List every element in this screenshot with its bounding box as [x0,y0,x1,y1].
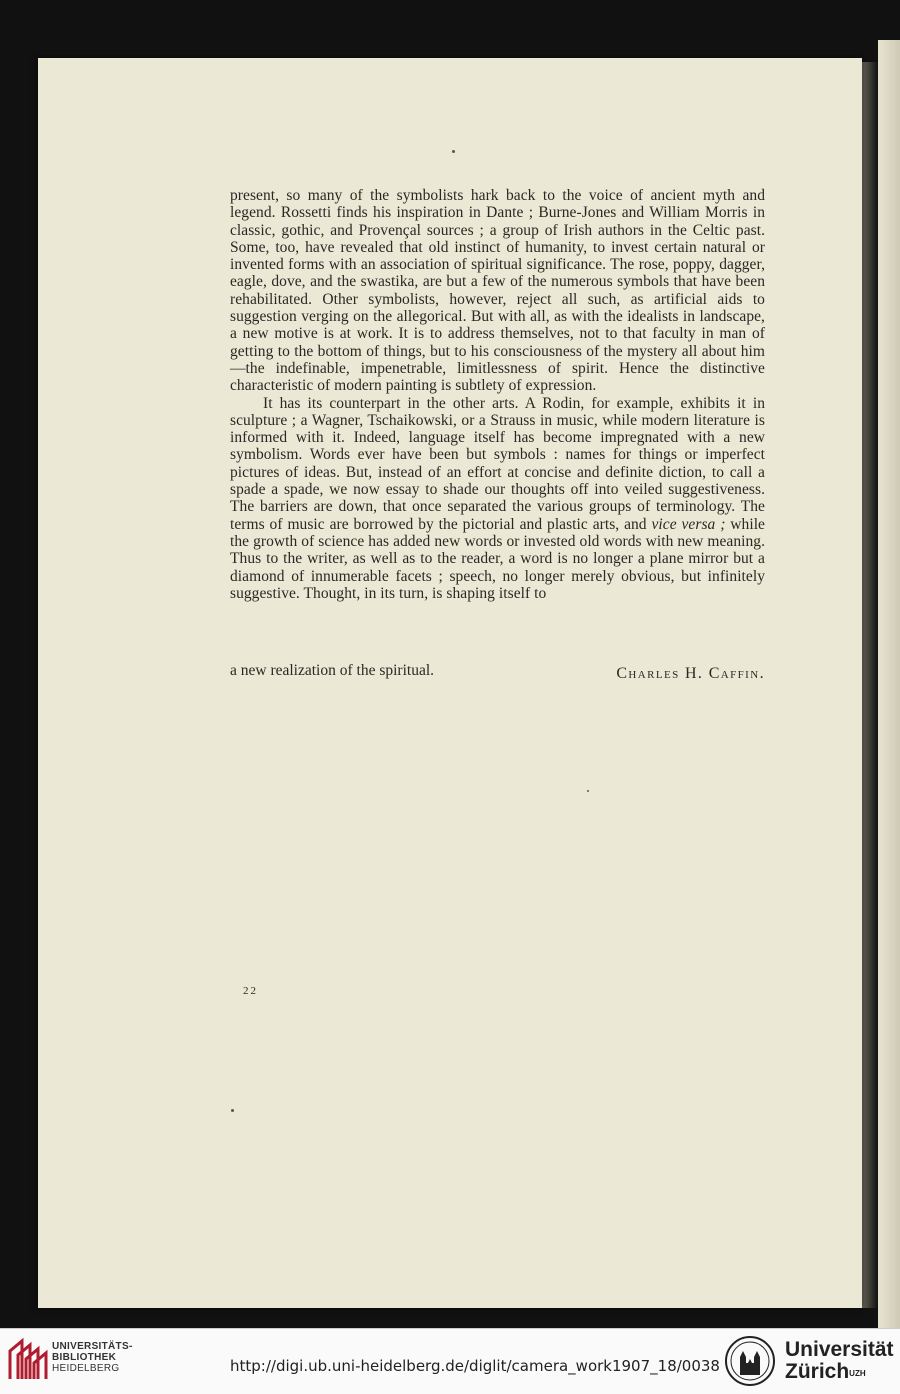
paragraph-2-part-2: while the growth of science has added new words or invested old words with new meaning. Thus to the writer, as well as to the reader, a word is no longer a plane mirror but a diamond of innumerable facets ; speech, no longer merely obvious, but infinitely suggestive. Thought, in its turn, is shaping itself to [230,515,765,602]
viewer-footer [0,1328,900,1394]
uzh-name-line1: Universität [785,1338,894,1361]
final-line: a new realization of the spiritual. [230,662,435,679]
library-name [52,1341,133,1374]
uzh-name [785,1339,894,1383]
document-url-link[interactable]: http://digi.ub.uni-heidelberg.de/diglit/camera_work1907_18/0038 [230,1357,720,1375]
paragraph-1: present, so many of the symbolists hark back to the voice of ancient myth and legend. Rossetti finds his inspiration in Dante ; Burne-Jones and William Morris in classic, gothic, and Provençal sources ; a group of Irish authors in the Celtic past. Some, too, have revealed that old instinct of humanity, to invest certain natural or invented forms with an association of spiritual significance. The rose, poppy, dagger, eagle, dove, and the swastika, are but a few of the numerous symbols that have been rehabilitated. Other symbolists, however, reject all such, as artificial aids to suggestion verging on the allegorical. But with all, as with the idealists in landscape, a new motive is at work. It is to address themselves, not to that faculty in man of getting to the bottom of things, but to his consciousness of the mystery all about him—the indefinable, impenetrable, limitlessness of spirit. Hence the distinctive characteristic of modern painting is subtlety of expression. [230,187,765,395]
library-name-line3: HEIDELBERG [52,1363,120,1374]
library-name-line1: UNIVERSITÄTS- [52,1341,133,1352]
author-signature: Charles H. Caffin. [616,665,765,682]
paper-speck [452,150,455,153]
paragraph-2-part-1: It has its counterpart in the other arts. A Rodin, for example, exhibits it in sculpture ; a Wagner, Tschaikowski, or a Strauss in music, while modern literature is informed with it. Indeed, language itself has become impregnated with a new symbolism. Words ever have been but symbols : names for things or imperfect pictures of ideas. But, instead of an effort at concise and definite diction, to call a spade a spade, we now essay to shade our thoughts off into veiled suggestiveness. The barriers are down, that once separated the various groups of terminology. The terms of music are borrowed by the pictorial and plastic arts, and [230,394,765,533]
uzh-seal-icon[interactable] [724,1335,776,1387]
uzh-abbrev: UZH [849,1369,866,1378]
library-name-line2: BIBLIOTHEK [52,1352,117,1363]
uzh-name-line2 [785,1361,894,1383]
italic-phrase: vice versa ; [651,515,726,533]
next-page-edge [878,40,900,1328]
paper-speck [587,790,589,792]
heidelberg-library-logo-icon[interactable] [8,1337,48,1381]
uzh-city: Zürich [785,1360,850,1383]
page-number: 22 [243,985,258,997]
paper-speck [231,1109,234,1112]
paragraph-2 [230,395,765,603]
body-text [230,187,765,602]
page-shadow-edge [862,62,878,1308]
